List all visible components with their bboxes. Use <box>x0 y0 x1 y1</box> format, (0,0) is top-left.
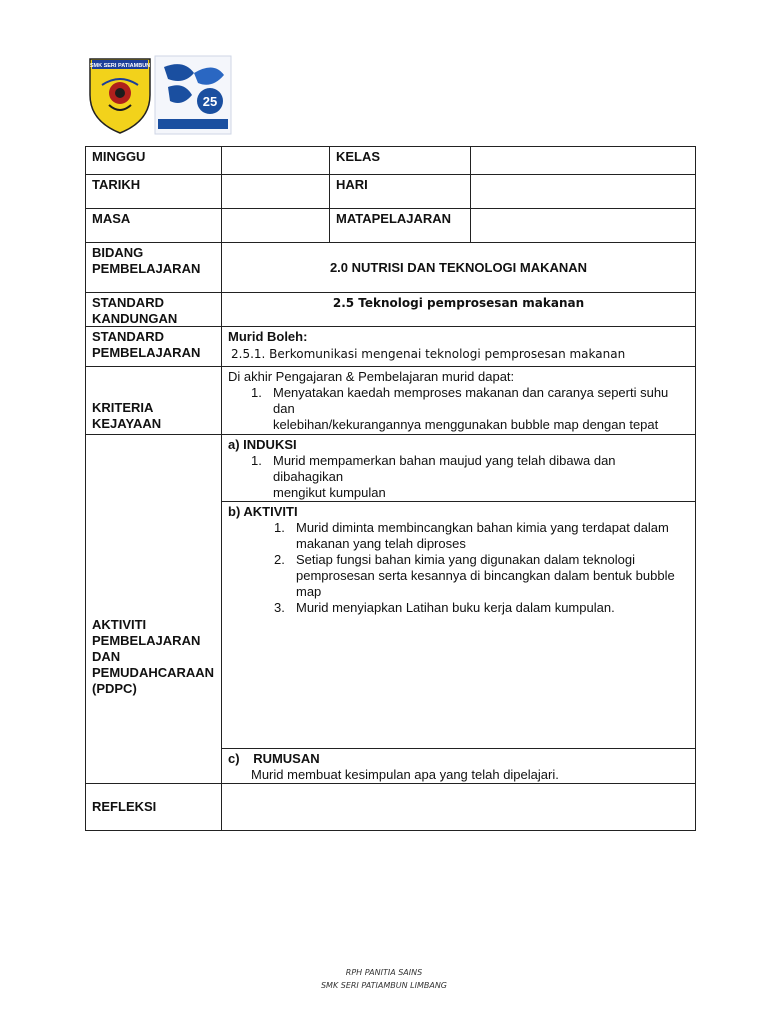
kriteria-label-line2: KEJAYAAN <box>92 416 162 431</box>
list-number: 2. <box>274 552 285 567</box>
kelas-label: KELAS <box>329 146 471 175</box>
minggu-value <box>221 146 330 175</box>
standard-kandungan-label <box>85 292 222 327</box>
kriteria-label-line1: KRITERIA <box>92 400 154 415</box>
list-item <box>274 600 689 616</box>
bidang-label <box>85 242 222 293</box>
school-crest-logo <box>88 55 152 135</box>
list-item <box>251 453 689 501</box>
list-number: 1. <box>251 385 262 400</box>
aktiviti-label <box>85 434 222 784</box>
standard-kandungan-value: 2.5 Teknologi pemprosesan makanan <box>221 292 696 327</box>
list-item-line2: mengikut kumpulan <box>273 485 386 500</box>
standard-kandungan-label-line2: KANDUNGAN <box>92 311 178 326</box>
aktiviti-list <box>228 520 689 616</box>
list-number: 3. <box>274 600 285 615</box>
list-item-line2: pemprosesan serta kesannya di bincangkan dalam bentuk bubble map <box>296 568 675 599</box>
rumusan-section <box>221 748 696 784</box>
tarikh-label: TARIKH <box>85 174 222 209</box>
matapelajaran-label: MATAPELAJARAN <box>329 208 471 243</box>
standard-pembelajaran-label-line2: PEMBELAJARAN <box>92 345 201 360</box>
standard-pembelajaran-value: 2.5.1. Berkomunikasi mengenai teknologi pemprosesan makanan <box>231 347 626 361</box>
footer-line1: RPH PANITIA SAINS <box>345 968 423 977</box>
rumusan-heading: RUMUSAN <box>253 751 320 766</box>
list-number: 1. <box>251 453 262 468</box>
list-item <box>274 552 689 600</box>
list-item-line2: makanan yang telah diproses <box>296 536 466 551</box>
list-item-line1: Menyatakan kaedah memproses makanan dan caranya seperti suhu dan <box>273 385 669 416</box>
rumusan-text: Murid membuat kesimpulan apa yang telah dipelajari. <box>251 767 559 782</box>
induksi-heading: a) INDUKSI <box>228 437 297 452</box>
refleksi-value <box>221 783 696 831</box>
rumusan-heading-row <box>228 751 689 767</box>
bidang-label-line1: BIDANG <box>92 245 144 260</box>
list-item-line2: kelebihan/kekurangannya menggunakan bubble map dengan tepat <box>273 417 659 432</box>
kelas-value <box>470 146 696 175</box>
aktiviti-label-line2: PEMBELAJARAN <box>92 633 201 648</box>
kriteria-intro: Di akhir Pengajaran & Pembelajaran murid dapat: <box>228 369 515 384</box>
kriteria-label <box>85 366 222 435</box>
anniversary-25-logo <box>154 55 232 135</box>
kriteria-content <box>221 366 696 435</box>
bidang-value: 2.0 NUTRISI DAN TEKNOLOGI MAKANAN <box>221 242 696 293</box>
aktiviti-label-line4: PEMUDAHCARAAN <box>92 665 215 680</box>
minggu-label: MINGGU <box>85 146 222 175</box>
hari-label: HARI <box>329 174 471 209</box>
list-item <box>251 385 689 433</box>
list-item <box>274 520 689 552</box>
bidang-label-line2: PEMBELAJARAN <box>92 261 201 276</box>
kriteria-list <box>228 385 689 433</box>
induksi-section <box>221 434 696 502</box>
masa-label: MASA <box>85 208 222 243</box>
aktiviti-label-line1: AKTIVITI <box>92 617 147 632</box>
masa-value <box>221 208 330 243</box>
list-number: 1. <box>274 520 285 535</box>
page-footer <box>0 966 768 992</box>
matapelajaran-value <box>470 208 696 243</box>
induksi-list <box>228 453 689 501</box>
standard-kandungan-label-line1: STANDARD <box>92 295 164 310</box>
list-item-line1: Murid diminta membincangkan bahan kimia yang terdapat dalam <box>296 520 669 535</box>
aktiviti-label-line3: DAN <box>92 649 121 664</box>
rumusan-prefix: c) <box>228 751 240 766</box>
footer-line2: SMK SERI PATIAMBUN LIMBANG <box>320 981 448 990</box>
anniversary-number: 25 <box>202 94 218 109</box>
standard-pembelajaran-label-line1: STANDARD <box>92 329 164 344</box>
svg-text:SMK SERI PATIAMBUN: SMK SERI PATIAMBUN <box>89 63 151 69</box>
standard-pembelajaran-content <box>221 326 696 367</box>
refleksi-label: REFLEKSI <box>85 783 222 831</box>
hari-value <box>470 174 696 209</box>
aktiviti-heading: b) AKTIVITI <box>228 504 298 519</box>
standard-pembelajaran-label <box>85 326 222 367</box>
list-item-line1: Murid mempamerkan bahan maujud yang telah dibawa dan dibahagikan <box>273 453 616 484</box>
aktiviti-section <box>221 501 696 749</box>
murid-boleh-heading: Murid Boleh: <box>228 329 308 344</box>
tarikh-value <box>221 174 330 209</box>
list-item-line1: Setiap fungsi bahan kimia yang digunakan dalam teknologi <box>296 552 635 567</box>
aktiviti-label-line5: (PDPC) <box>92 681 137 696</box>
list-item-line1: Murid menyiapkan Latihan buku kerja dalam kumpulan. <box>296 600 615 615</box>
